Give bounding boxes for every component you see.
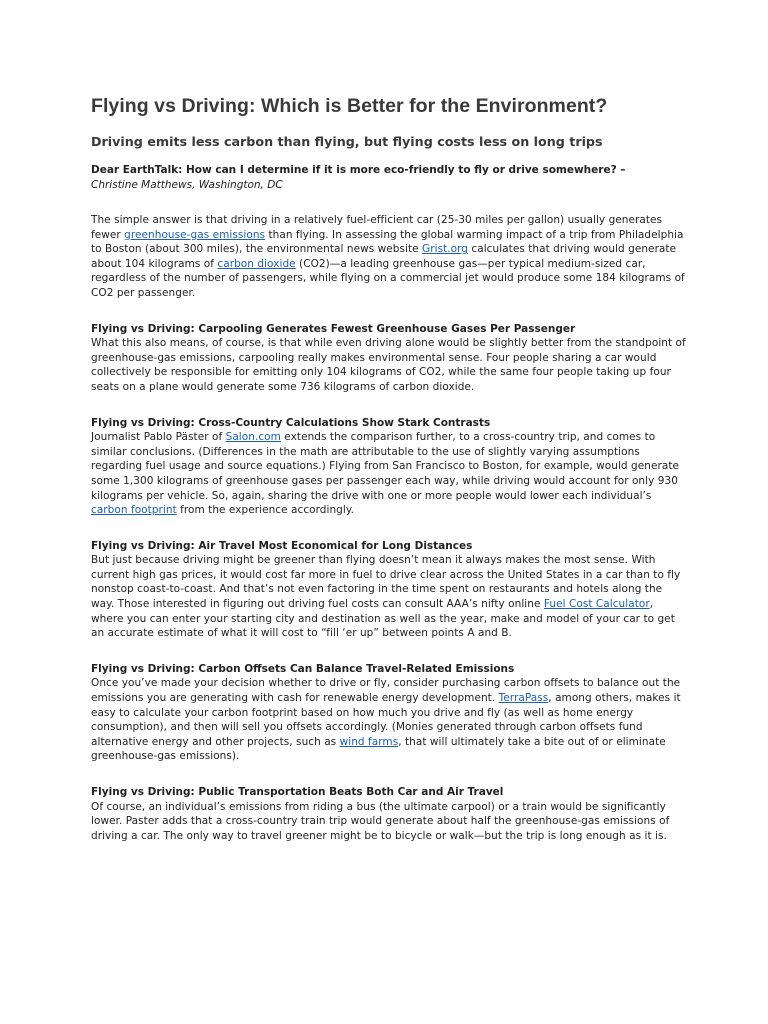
section-heading: Flying vs Driving: Air Travel Most Economical for Long Distances [91, 539, 473, 552]
terrapass-link[interactable]: TerraPass [498, 692, 549, 705]
intro-text-4: (CO2)—a leading greenhouse gas—per typical medium-sized car, regardless of the number of passengers, while flying on a commercial jet would produce some 184 kilograms of CO2 per passenger. [91, 257, 685, 299]
fuel-cost-calculator-link[interactable]: Fuel Cost Calculator [543, 598, 650, 611]
section-text: What this also means, of course, is that while even driving alone would be slightly better from the standpoint of greenhouse-gas emissions, carpooling really makes environmental sense. Four people sharing a car would collectively be responsible for emitting only 104 kilograms of CO2, while the same four people taking up four seats on a plane would generate some 736 kilograms of carbon dioxide. [91, 337, 686, 393]
article-subtitle: Driving emits less carbon than flying, but flying costs less on long trips [91, 134, 603, 149]
section-heading: Flying vs Driving: Public Transportation Beats Both Car and Air Travel [91, 786, 504, 798]
grist-link[interactable]: Grist.org [422, 243, 469, 256]
intro-text-1: The simple answer is that driving in a relatively fuel-efficient car (25-30 miles per gallon) usually generates fewer [91, 214, 663, 241]
greenhouse-gas-emissions-link[interactable]: greenhouse-gas emissions [124, 228, 266, 241]
section-public-transportation [91, 785, 687, 843]
section-heading: Flying vs Driving: Cross-Country Calculations Show Stark Contrasts [91, 416, 491, 429]
section-body [91, 553, 687, 641]
section-air-travel [91, 539, 687, 641]
section-body [91, 800, 687, 844]
reader-question [91, 163, 687, 192]
section-text: Journalist Pablo Päster of [91, 431, 226, 444]
salon-link[interactable]: Salon.com [225, 431, 281, 444]
question-text: Dear EarthTalk: How can I determine if it is more eco-friendly to fly or drive somewhere? – [91, 164, 626, 176]
section-text: from the experience accordingly. [176, 504, 355, 517]
section-cross-country [91, 416, 687, 518]
question-author [91, 179, 283, 191]
author-location: , Washington, DC [192, 178, 283, 191]
author-name: Christine Matthews [91, 178, 193, 191]
section-body [91, 430, 687, 518]
section-text: But just because driving might be greener than flying doesn’t mean it always makes the most sense. With current high gas prices, it would cost far more in fuel to drive clear across the United States in a car than to fly nonstop coast-to-coast. And that’s not even factoring in the time spent on restaurants and hotels along the way. Those interested in figuring out driving fuel costs can consult AAA’s nifty online [91, 554, 681, 611]
section-text: Of course, an individual’s emissions from riding a bus (the ultimate carpool) or a train would be significantly lower. Paster adds that a cross-country train trip would generate about half the greenhouse-gas emissions of driving a car. The only way to travel greener might be to bicycle or walk—but the trip is long enough as it is. [91, 800, 670, 842]
section-body [91, 336, 687, 394]
section-carpooling [91, 322, 687, 395]
intro-text-2: than flying. In assessing the global warming impact of a trip from Philadelphia to Boston (about 300 miles), the environmental news website [91, 228, 684, 256]
section-text: , among others, makes it easy to calculate your carbon footprint based on how much you drive and fly (as well as home energy consumption), and then will sell you offsets accordingly. (Monies generated through carbon offsets fund alternative energy and other projects, such as [91, 692, 681, 748]
section-text: , where you can enter your starting city and destination as well as the year, make and model of your car to get an accurate estimate of what it will cost to “fill ‘er up” between points A and B. [91, 598, 675, 640]
section-text: , that will ultimately take a bite out of or eliminate greenhouse-gas emissions). [91, 735, 666, 763]
carbon-dioxide-link[interactable]: carbon dioxide [217, 257, 296, 270]
article [91, 92, 687, 843]
section-heading: Flying vs Driving: Carbon Offsets Can Balance Travel-Related Emissions [91, 662, 515, 675]
section-heading: Flying vs Driving: Carpooling Generates Fewest Greenhouse Gases Per Passenger [91, 322, 576, 335]
section-text: Once you’ve made your decision whether to drive or fly, consider purchasing carbon offsets to balance out the emissions you are generating with cash for renewable energy development. [91, 677, 681, 705]
intro-paragraph [91, 213, 687, 301]
section-body [91, 676, 687, 764]
section-carbon-offsets [91, 662, 687, 764]
article-title: Flying vs Driving: Which is Better for the Environment? [91, 95, 608, 117]
intro-text-3: calculates that driving would generate about 104 kilograms of [91, 243, 677, 270]
wind-farms-link[interactable]: wind farms [339, 735, 399, 748]
section-text: extends the comparison further, to a cross-country trip, and comes to similar conclusions. (Differences in the math are attributable to the use of slightly varying assumptions regarding fuel usage and source equations.) Flying from San Francisco to Boston, for example, would generate some 1,300 kilograms of greenhouse gases per passenger each way, while driving would account for only 930 kilograms per vehicle. So, again, sharing the drive with one or more people would lower each individual’s [91, 431, 680, 502]
carbon-footprint-link[interactable]: carbon footprint [91, 504, 177, 517]
